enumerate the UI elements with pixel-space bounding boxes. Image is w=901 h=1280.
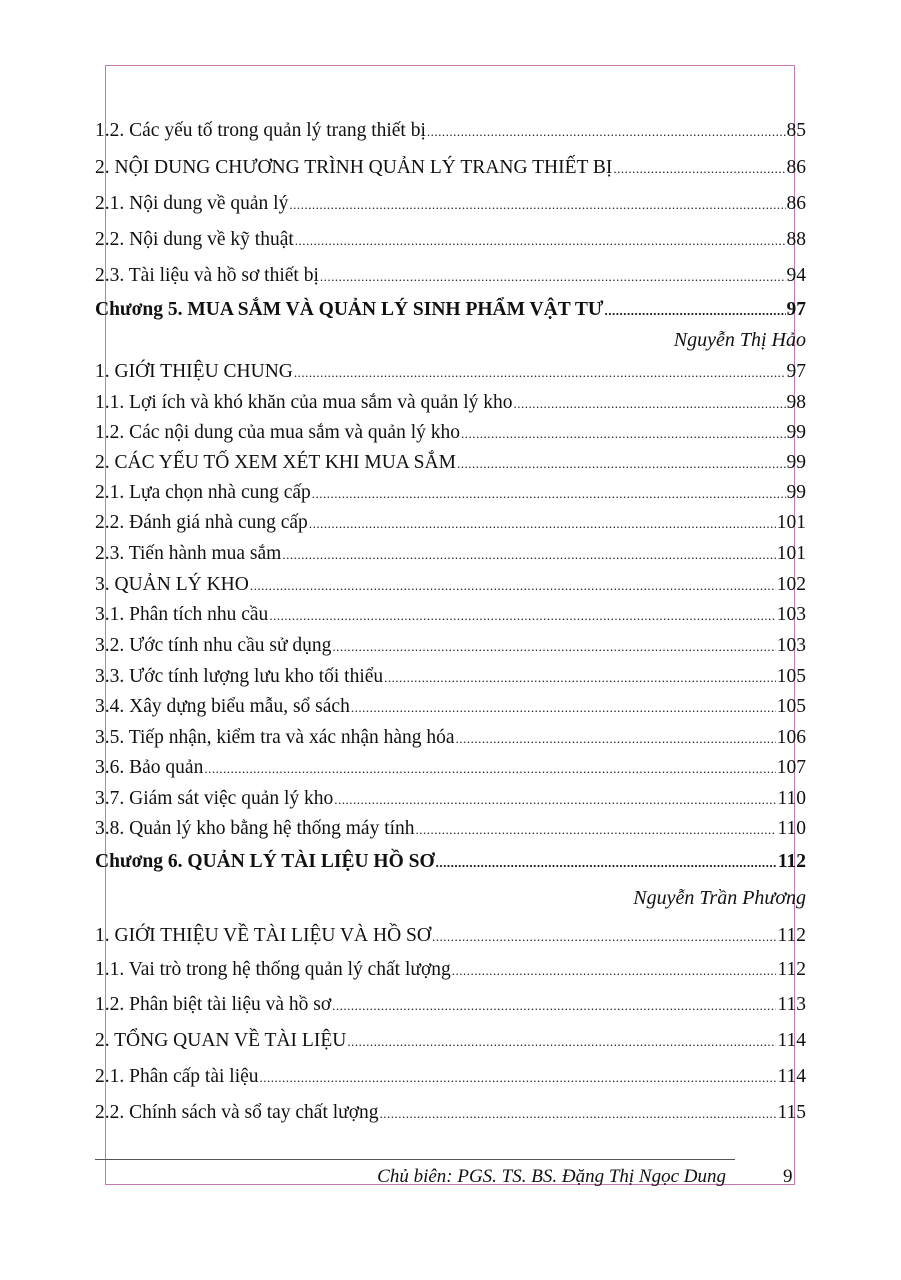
toc-entry[interactable]: [95, 360, 806, 385]
toc-chapter-entry[interactable]: [95, 850, 806, 875]
toc-entry-page: 99: [786, 452, 806, 473]
dot-leader: [613, 157, 785, 181]
toc-entry-page: 114: [777, 1066, 806, 1087]
toc-entry-page: 86: [786, 157, 806, 178]
toc-entry-page: 86: [786, 193, 806, 214]
dot-leader: [294, 361, 786, 385]
toc-entry[interactable]: [95, 787, 806, 812]
footer-editor: Chủ biên: PGS. TS. BS. Đặng Thị Ngọc Dung: [377, 1166, 726, 1187]
toc-entry-title: 1.2. Các nội dung của mua sắm và quản lý kho: [95, 422, 461, 443]
toc-entry-title: 2.2. Chính sách và sổ tay chất lượng: [95, 1102, 379, 1123]
toc-entry-page: 110: [777, 818, 806, 839]
toc-entry-page: 97: [786, 299, 806, 320]
toc-entry-title: Chương 6. QUẢN LÝ TÀI LIỆU HỒ SƠ: [95, 851, 435, 872]
toc-entry-title: 3.8. Quản lý kho bằng hệ thống máy tính: [95, 818, 415, 839]
toc-entry-title: 2.1. Nội dung về quản lý: [95, 193, 289, 214]
toc-entry[interactable]: [95, 1101, 806, 1126]
toc-entry-title: 3.1. Phân tích nhu cầu: [95, 604, 269, 625]
toc-entry-page: 105: [776, 666, 806, 687]
toc-entry-page: 98: [786, 392, 806, 413]
dot-leader: [427, 120, 786, 144]
toc-entry-page: 113: [777, 994, 806, 1015]
dot-leader: [320, 265, 786, 289]
toc-entry-title: 1.2. Các yếu tố trong quản lý trang thiết bị: [95, 120, 426, 141]
dot-leader: [250, 574, 776, 598]
toc-entry-page: 103: [776, 604, 806, 625]
toc-chapter-entry[interactable]: [95, 298, 806, 323]
toc-entry[interactable]: [95, 264, 806, 289]
toc-entry[interactable]: [95, 634, 806, 659]
dot-leader: [380, 1102, 777, 1126]
toc-entry-page: 105: [776, 696, 806, 717]
dot-leader: [289, 193, 785, 217]
toc-entry[interactable]: [95, 511, 806, 536]
toc-entry-title: 1.1. Vai trò trong hệ thống quản lý chất lượng: [95, 959, 451, 980]
toc-entry[interactable]: [95, 993, 806, 1018]
toc-entry[interactable]: [95, 1065, 806, 1090]
toc-entry-page: 103: [776, 635, 806, 656]
toc-entry-title: 3.2. Ước tính nhu cầu sử dụng: [95, 635, 332, 656]
toc-entry-title: 2.2. Nội dung về kỹ thuật: [95, 229, 294, 250]
toc-entry[interactable]: [95, 391, 806, 416]
toc-entry-title: 3.7. Giám sát việc quản lý kho: [95, 788, 334, 809]
dot-leader: [436, 851, 777, 875]
dot-leader: [260, 1066, 777, 1090]
toc-entry-page: 112: [777, 959, 806, 980]
toc-entry-page: 99: [786, 422, 806, 443]
toc-entry[interactable]: [95, 192, 806, 217]
toc-entry-title: 1. GIỚI THIỆU VỀ TÀI LIỆU VÀ HỒ SƠ: [95, 925, 431, 946]
toc-entry[interactable]: [95, 726, 806, 751]
toc-entry-page: 110: [777, 788, 806, 809]
dot-leader: [432, 925, 776, 949]
toc-entry-title: 2.1. Phân cấp tài liệu: [95, 1066, 259, 1087]
dot-leader: [347, 1030, 776, 1054]
dot-leader: [332, 994, 776, 1018]
page-number: 9: [783, 1166, 793, 1187]
dot-leader: [309, 512, 776, 536]
toc-entry[interactable]: [95, 573, 806, 598]
toc-entry-title: 3.5. Tiếp nhận, kiểm tra và xác nhận hàng hóa: [95, 727, 455, 748]
toc-entry-title: 2.3. Tiến hành mua sắm: [95, 543, 282, 564]
toc-entry-page: 99: [786, 482, 806, 503]
dot-leader: [452, 959, 777, 983]
toc-entry[interactable]: [95, 451, 806, 476]
toc-entry-title: 1.2. Phân biệt tài liệu và hồ sơ: [95, 994, 332, 1015]
dot-leader: [204, 757, 775, 781]
toc-entry-title: Chương 5. MUA SẮM VÀ QUẢN LÝ SINH PHẨM VẬT TƯ: [95, 299, 604, 320]
toc-entry-title: 2.3. Tài liệu và hồ sơ thiết bị: [95, 265, 319, 286]
dot-leader: [282, 543, 775, 567]
dot-leader: [514, 392, 786, 416]
toc-entry[interactable]: [95, 119, 806, 144]
toc-entry-title: 2. CÁC YẾU TỐ XEM XÉT KHI MUA SẮM: [95, 452, 456, 473]
toc-entry[interactable]: [95, 756, 806, 781]
toc-entry[interactable]: [95, 156, 806, 181]
toc-entry-title: 2.1. Lựa chọn nhà cung cấp: [95, 482, 311, 503]
toc-entry-page: 112: [777, 925, 806, 946]
toc-entry-page: 101: [776, 543, 806, 564]
dot-leader: [604, 299, 785, 323]
toc-entry-title: 1. GIỚI THIỆU CHUNG: [95, 361, 293, 382]
toc-entry[interactable]: [95, 695, 806, 720]
dot-leader: [384, 666, 776, 690]
dot-leader: [269, 604, 775, 628]
toc-entry-title: 3. QUẢN LÝ KHO: [95, 574, 249, 595]
dot-leader: [416, 818, 777, 842]
toc-entry-title: 3.3. Ước tính lượng lưu kho tối thiểu: [95, 666, 384, 687]
dot-leader: [457, 452, 786, 476]
toc-entry[interactable]: [95, 817, 806, 842]
dot-leader: [312, 482, 786, 506]
toc-entry-page: 107: [776, 757, 806, 778]
toc-entry-page: 88: [786, 229, 806, 250]
toc-entry-page: 106: [776, 727, 806, 748]
toc-entry-page: 94: [786, 265, 806, 286]
toc-entry[interactable]: [95, 958, 806, 983]
toc-entry[interactable]: [95, 421, 806, 446]
dot-leader: [456, 727, 776, 751]
toc-entry-title: 3.6. Bảo quản: [95, 757, 204, 778]
toc-entry[interactable]: [95, 1029, 806, 1054]
toc-entry-page: 101: [776, 512, 806, 533]
toc-entry-title: 2. TỔNG QUAN VỀ TÀI LIỆU: [95, 1030, 347, 1051]
toc-entry-page: 85: [786, 120, 806, 141]
chapter-author: Nguyễn Thị Hảo: [673, 329, 806, 351]
dot-leader: [332, 635, 775, 659]
toc-entry-page: 97: [786, 361, 806, 382]
toc-entry[interactable]: [95, 603, 806, 628]
footer-divider: [95, 1159, 735, 1160]
toc-entry-page: 112: [777, 851, 806, 872]
toc-entry-title: 1.1. Lợi ích và khó khăn của mua sắm và quản lý kho: [95, 392, 513, 413]
toc-entry[interactable]: [95, 542, 806, 567]
toc-entry-title: 2. NỘI DUNG CHƯƠNG TRÌNH QUẢN LÝ TRANG THIẾT BỊ: [95, 157, 613, 178]
toc-entry[interactable]: [95, 924, 806, 949]
toc-entry[interactable]: [95, 228, 806, 253]
toc-entry-page: 115: [777, 1102, 806, 1123]
toc-entry-title: 2.2. Đánh giá nhà cung cấp: [95, 512, 308, 533]
toc-entry[interactable]: [95, 665, 806, 690]
chapter-author: Nguyễn Trần Phương: [633, 887, 806, 909]
dot-leader: [461, 422, 785, 446]
toc-entry-page: 102: [776, 574, 806, 595]
toc-entry-title: 3.4. Xây dựng biểu mẫu, sổ sách: [95, 696, 350, 717]
dot-leader: [295, 229, 786, 253]
toc-entry-page: 114: [777, 1030, 806, 1051]
toc-entry[interactable]: [95, 481, 806, 506]
dot-leader: [334, 788, 776, 812]
dot-leader: [351, 696, 776, 720]
